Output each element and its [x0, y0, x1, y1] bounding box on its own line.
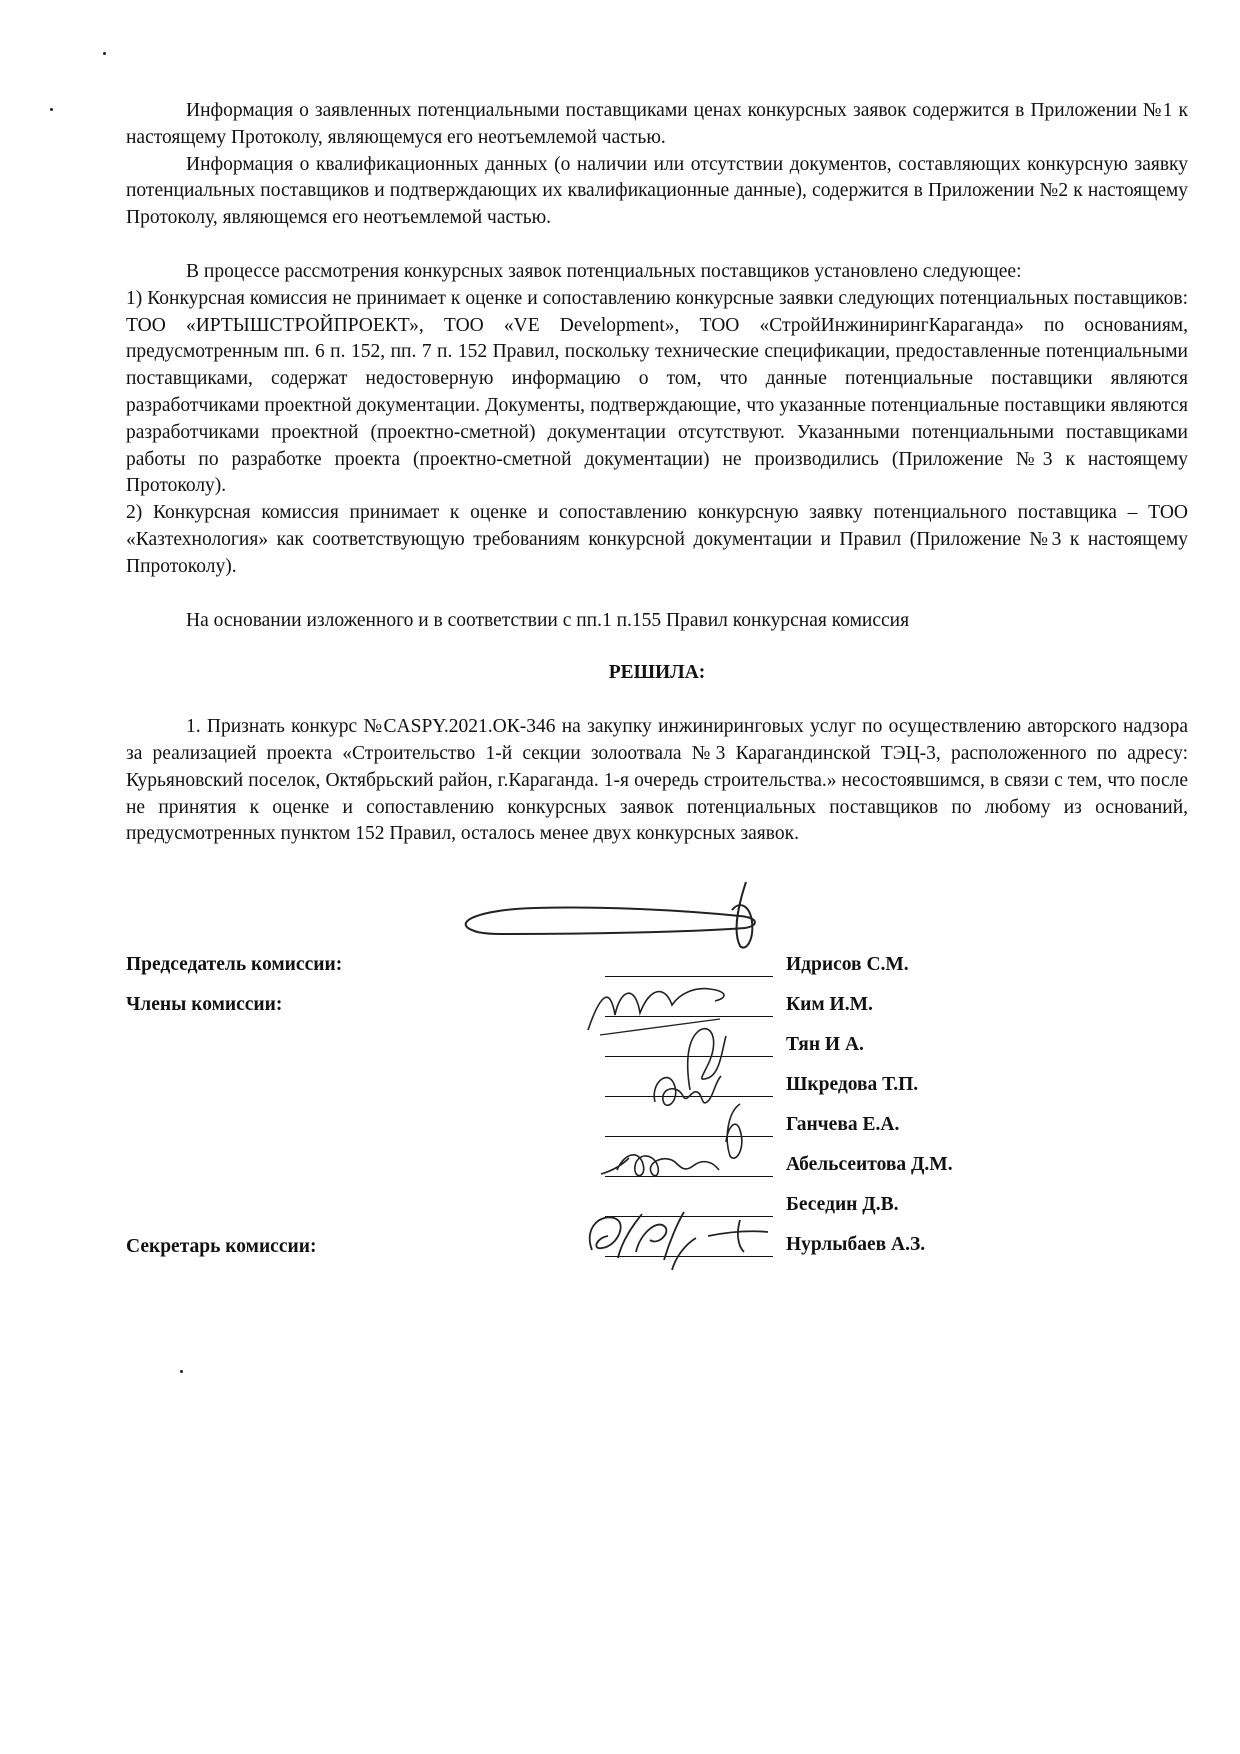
member-name: Тян И А. [786, 1034, 864, 1055]
member-name: Беседин Д.В. [786, 1194, 899, 1215]
signature-nurlybaev [578, 1200, 778, 1280]
signature-abelseitova [595, 1140, 745, 1190]
member-name: Абельсеитова Д.М. [786, 1154, 953, 1175]
paragraph-prices-info: Информация о заявленных потенциальными поставщиками ценах конкурсных заявок содержится в Приложении №1 к настоящему Протоколу, являющемуся его неотъемлемой частью. [126, 100, 1188, 148]
paragraph-decision-1: 1. Признать конкурс №CASPY.2021.ОК-346 на закупку инжиниринговых услуг по осуществлению авторского надзора за реализацией проекта «Строительство 1-й секции золоотвала №3 Карагандинской ТЭЦ-3, расположенного по адресу: Курьяновский поселок, Октябрьский район, г.Караганда. 1-я очередь строительства.» несостоявшимся, в связи с тем, что после не принятия к оценке и сопоставлению конкурсных заявок потенциальных поставщиков по любому из оснований, предусмотренных пунктом 152 Правил, осталось менее двух конкурсных заявок. [126, 716, 1188, 845]
scan-speck [50, 108, 53, 111]
paragraph-finding-1: 1) Конкурсная комиссия не принимает к оценке и сопоставлению конкурсные заявки следующих потенциальных поставщиков: ТОО «ИРТЫШСТРОЙПРОЕКТ», ТОО «VE Development», ТОО «СтройИнжинирингКараганда» по основаниям, предусмотренным пп. 6 п. 152, пп. 7 п. 152 Правил, поскольку технические спецификации, предоставленные потенциальными поставщиками, содержат недостоверную информацию о том, что данные потенциальные поставщики являются разработчиками проектной документации. Документы, подтверждающие, что указанные потенциальные поставщики являются разработчиками проектной (проектно-сметной) документации отсутствуют. Указанными потенциальными поставщиками работы по разработке проекта (проектно-сметной документации) не производились (Приложение №3 к настоящему Протоколу). [126, 287, 1188, 497]
member-name: Ким И.М. [786, 994, 873, 1015]
handwritten-flourish [440, 870, 780, 950]
body-text [126, 98, 1188, 848]
paragraph-finding-2: 2) Конкурсная комиссия принимает к оценке и сопоставлению конкурсную заявку потенциального поставщика – ТОО «Казтехнология» как соответствующую требованиям конкурсной документации и Правил (Приложение №3 к настоящему Ппротоколу). [126, 502, 1188, 577]
decision-heading: РЕШИЛА: [608, 662, 706, 684]
members-label: Члены комиссии: [126, 994, 283, 1015]
paragraph-qualification-info: Информация о квалификационных данных (о наличии или отсутствии документов, составляющих конкурсную заявку потенциальных поставщиков и подтверждающих их квалификационные данные), содержится в Приложении №2 к настоящему Протоколу, являющемся его неотъемлемой частью. [126, 153, 1188, 229]
member-name: Идрисов С.М. [786, 954, 909, 975]
scan-speck [103, 52, 106, 55]
member-name: Нурлыбаев А.З. [786, 1234, 926, 1255]
member-name: Шкредова Т.П. [786, 1074, 919, 1095]
member-name: Ганчева Е.А. [786, 1114, 900, 1135]
secretary-label: Секретарь комиссии: [126, 1236, 317, 1257]
paragraph-review-intro: В процессе рассмотрения конкурсных заявок потенциальных поставщиков установлено следующее: [186, 260, 1022, 282]
paragraph-basis: На основании изложенного и в соответствии с пп.1 п.155 Правил конкурсная комиссия [186, 609, 910, 631]
chairman-label: Председатель комиссии: [126, 954, 343, 975]
scan-speck [180, 1370, 183, 1373]
